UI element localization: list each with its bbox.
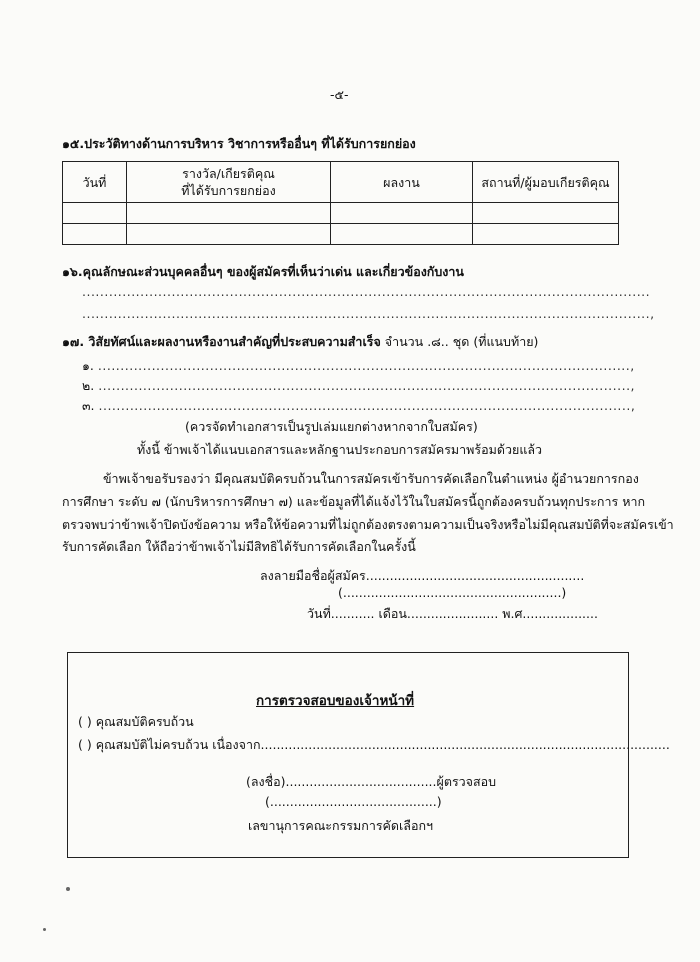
section-15-heading: ๑๕.ประวัติทางด้านการบริหาร วิชาการหรืออื่นๆ ที่ได้รับการยกย่อง (62, 136, 416, 151)
section-16-line-1: ............................................................................................................................... (82, 284, 651, 299)
col-header-award (127, 162, 331, 203)
applicant-name-line: (.......................................................) (338, 585, 567, 600)
table-cell (331, 203, 473, 224)
col-header-result: ผลงาน (331, 162, 473, 203)
applicant-signature-line: ลงลายมือชื่อผู้สมัคร....................................................... (260, 568, 585, 583)
section-17-heading: ๑๗. วิสัยทัศน์และผลงานหรืองานสำคัญที่ประสบความสำเร็จ (62, 334, 381, 349)
officer-check-box (67, 652, 670, 858)
certification-line-4: รับการคัดเลือก ให้ถือว่าข้าพเจ้าไม่มีสิทธิได้รับการคัดเลือกในครั้งนี้ (62, 539, 416, 554)
section-17-item-1 (82, 356, 635, 376)
scan-speck (66, 887, 70, 891)
item-number: ๑. (82, 358, 94, 373)
officer-name-line: (..........................................) (265, 794, 442, 809)
officer-signature-line: (ลงชื่อ)......................................ผู้ตรวจสอบ (246, 774, 497, 789)
count-suffix: ชุด (ที่แนบท้าย) (452, 334, 539, 349)
section-17-heading-row (62, 332, 538, 352)
item-dots: ......................................................................................................................., (98, 398, 636, 413)
table-cell (127, 224, 331, 245)
table-cell (63, 224, 127, 245)
officer-position: เลขานุการคณะกรรมการคัดเลือกฯ (248, 818, 434, 833)
count-prefix: จำนวน (384, 334, 424, 349)
certification-line-3: ตรวจพบว่าข้าพเจ้าปิดบังข้อความ หรือให้ข้อความที่ไม่ถูกต้องตรงตามความเป็นจริงหรือไม่มีคุณสมบัติที่จะสมัครเข้า (62, 517, 674, 532)
table-cell (473, 224, 619, 245)
col-header-presenter: สถานที่/ผู้มอบเกียรติคุณ (473, 162, 619, 203)
section-16-heading: ๑๖.คุณลักษณะส่วนบุคคลอื่นๆ ของผู้สมัครที่เห็นว่าเด่น และเกี่ยวข้องกับงาน (62, 264, 464, 279)
officer-check-title: การตรวจสอบของเจ้าหน้าที่ (256, 693, 415, 709)
page-number: -๕- (330, 87, 349, 102)
awards-table (62, 161, 619, 245)
section-17-item-2 (82, 376, 635, 396)
applicant-date-line: วันที่........... เดือน....................... พ.ศ................... (307, 606, 598, 621)
section-17-item-3 (82, 396, 635, 416)
option-not-qualified: ( ) คุณสมบัติไม่ครบถ้วน เนื่องจาก....................................................................................................... (78, 737, 670, 752)
table-cell (63, 203, 127, 224)
option-qualified: ( ) คุณสมบัติครบถ้วน (78, 714, 194, 729)
section-17-note: (ควรจัดทำเอกสารเป็นรูปเล่มแยกต่างหากจากใบสมัคร) (185, 419, 478, 434)
count-value: .๘.. (427, 334, 449, 349)
scan-speck (43, 928, 46, 931)
item-number: ๒. (82, 378, 95, 393)
certification-line-1: ข้าพเจ้าขอรับรองว่า มีคุณสมบัติครบถ้วนในการสมัครเข้ารับการคัดเลือกในตำแหน่ง ผู้อำนวยการกอง (103, 471, 639, 486)
certification-line-2: การศึกษา ระดับ ๗ (นักบริหารการศึกษา ๗) และข้อมูลที่ได้แจ้งไว้ในใบสมัครนี้ถูกต้องครบถ้วนทุกประการ หาก (62, 494, 646, 509)
section-16-line-2: ..............................................................................................................................., (82, 306, 655, 321)
col-header-award-line1: รางวัล/เกียรติคุณ (182, 166, 275, 181)
table-cell (473, 203, 619, 224)
table-row (63, 224, 619, 245)
col-header-award-line2: ที่ได้รับการยกย่อง (181, 183, 276, 198)
table-cell (331, 224, 473, 245)
item-number: ๓. (82, 398, 95, 413)
item-dots: ......................................................................................................................., (98, 378, 636, 393)
table-row (63, 203, 619, 224)
attachment-statement: ทั้งนี้ ข้าพเจ้าได้แนบเอกสารและหลักฐานประกอบการสมัครมาพร้อมด้วยแล้ว (137, 442, 543, 457)
col-header-date: วันที่ (63, 162, 127, 203)
table-header-row (63, 162, 619, 203)
table-cell (127, 203, 331, 224)
item-dots: ......................................................................................................................., (97, 358, 635, 373)
